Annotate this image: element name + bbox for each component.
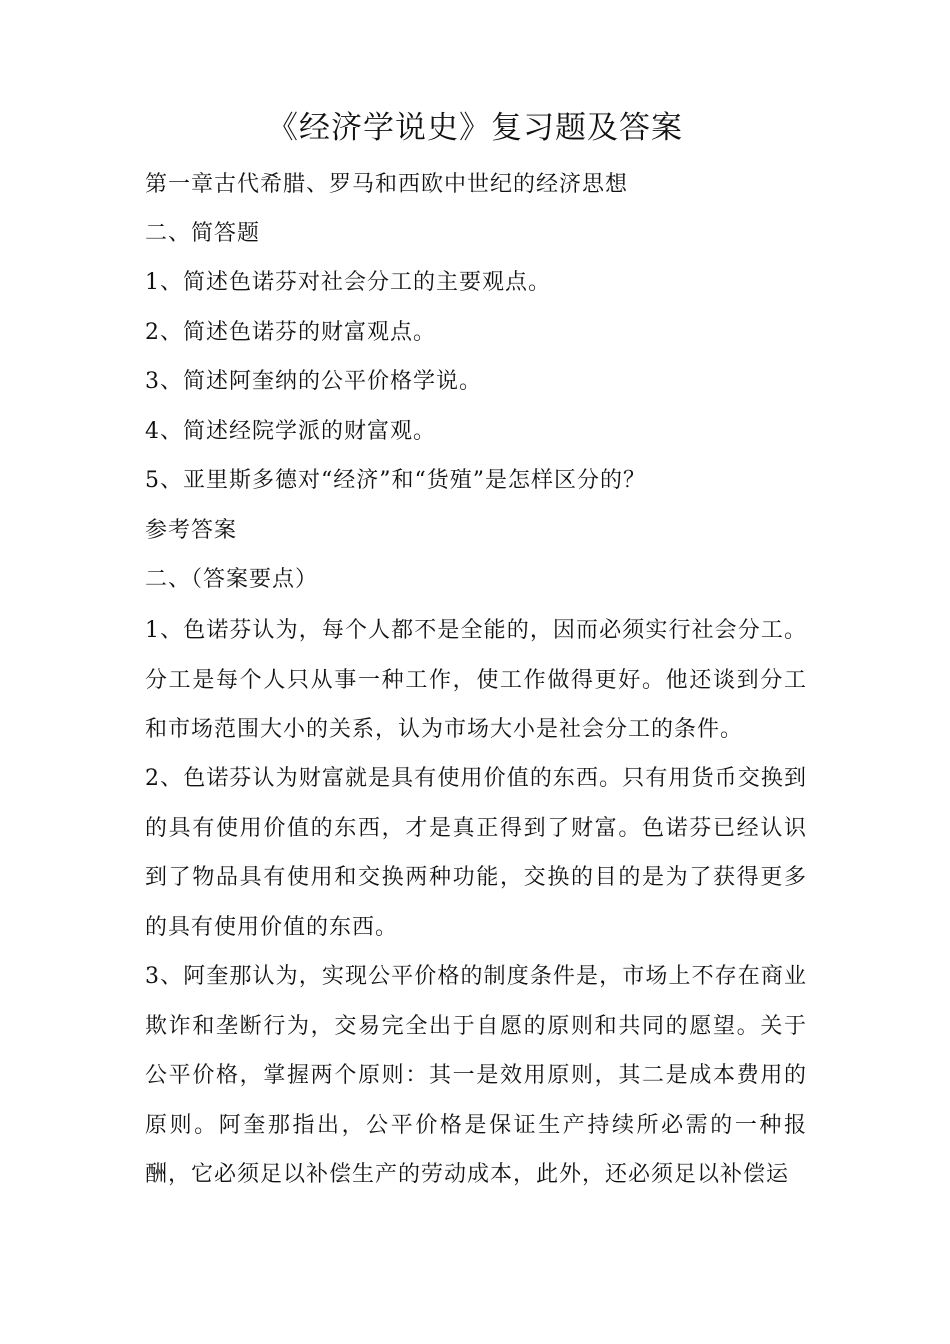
question-item: 1、简述色诺芬对社会分工的主要观点。 [145, 270, 551, 295]
question-item: 2、简述色诺芬的财富观点。 [145, 320, 436, 345]
answers-heading: 二、（答案要点） [145, 567, 319, 592]
answer-paragraph: 2、色诺芬认为财富就是具有使用价值的东西。只有用货币交换到的具有使用价值的东西，才是真正得到了财富。色诺芬已经认识到了物品具有使用和交换两种功能，交换的目的是为了获得更多的具有使用价值的东西。 [145, 766, 807, 940]
reference-answer-heading: 参考答案 [145, 518, 238, 543]
question-item: 3、简述阿奎纳的公平价格学说。 [145, 369, 482, 394]
answer-paragraph: 1、色诺芬认为，每个人都不是全能的，因而必须实行社会分工。分工是每个人只从事一种工作，使工作做得更好。他还谈到分工和市场范围大小的关系，认为市场大小是社会分工的条件。 [145, 618, 807, 742]
question-item: 5、亚里斯多德对“经济”和“货殖”是怎样区分的？ [145, 468, 646, 493]
section-heading-questions: 二、简答题 [145, 221, 261, 246]
document-title: 《经济学说史》复习题及答案 [267, 110, 683, 146]
question-item: 4、简述经院学派的财富观。 [145, 419, 436, 444]
answer-paragraph: 3、阿奎那认为，实现公平价格的制度条件是，市场上不存在商业欺诈和垄断行为，交易完全出于自愿的原则和共同的愿望。关于公平价格，掌握两个原则：其一是效用原则，其二是成本费用的原则。阿奎那指出，公平价格是保证生产持续所必需的一种报酬，它必须足以补偿生产的劳动成本，此外，还必须足以补偿运 [145, 964, 807, 1187]
chapter-heading: 第一章古代希腊、罗马和西欧中世纪的经济思想 [145, 172, 629, 197]
